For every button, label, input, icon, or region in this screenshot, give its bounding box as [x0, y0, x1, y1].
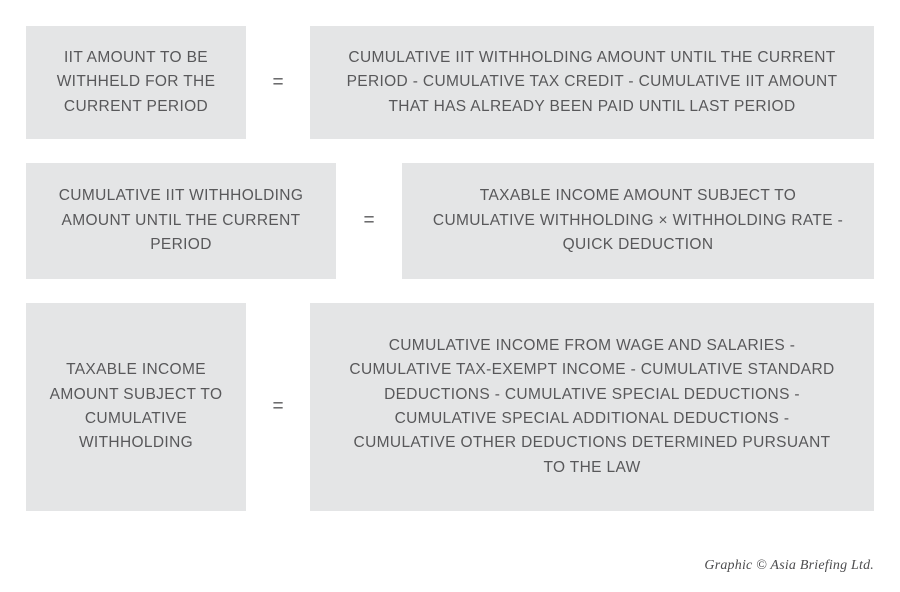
- equation-2-right-text: TAXABLE INCOME AMOUNT SUBJECT TO CUMULATIVE WITHHOLDING × WITHHOLDING RATE - QUICK DEDUCTION: [432, 187, 844, 254]
- equation-1-right-term: [310, 26, 874, 139]
- equation-2-left-text: CUMULATIVE IIT WITHHOLDING AMOUNT UNTIL THE CURRENT PERIOD: [58, 187, 304, 254]
- graphic-credit: Graphic © Asia Briefing Ltd.: [704, 558, 874, 573]
- equation-3-operator: =: [272, 396, 284, 417]
- equation-3-left-term: [26, 303, 246, 511]
- equation-1-left-term: [26, 26, 246, 139]
- equation-2-operator: =: [363, 210, 375, 231]
- equation-1-operator: =: [272, 71, 284, 93]
- equation-row-1: [26, 26, 874, 139]
- equation-row-2: [26, 163, 874, 279]
- equation-1-left-text: IIT AMOUNT TO BE WITHHELD FOR THE CURRENT PERIOD: [56, 48, 216, 115]
- equation-2-left-term: [26, 163, 336, 279]
- equation-3-left-text: TAXABLE INCOME AMOUNT SUBJECT TO CUMULATIVE WITHHOLDING: [49, 361, 223, 452]
- equation-3-right-text: CUMULATIVE INCOME FROM WAGE AND SALARIES - CUMULATIVE TAX-EXEMPT INCOME - CUMULATIVE STANDARD DEDUCTIONS - CUMULATIVE SPECIAL DEDUCTIONS -CUMULATIVE SPECIAL ADDITIONAL DEDUCTIONS - CUMULATIVE OTHER DEDUCTIONS DETERMINED PURSUANT TO THE LAW: [349, 336, 835, 476]
- equation-2-right-term: [402, 163, 874, 279]
- equation-1-right-text: CUMULATIVE IIT WITHHOLDING AMOUNT UNTIL THE CURRENT PERIOD - CUMULATIVE TAX CREDIT - CUMULATIVE IIT AMOUNT THAT HAS ALREADY BEEN PAID UNTIL LAST PERIOD: [346, 48, 838, 115]
- equation-3-right-term: [310, 303, 874, 511]
- equation-row-3: [26, 303, 874, 511]
